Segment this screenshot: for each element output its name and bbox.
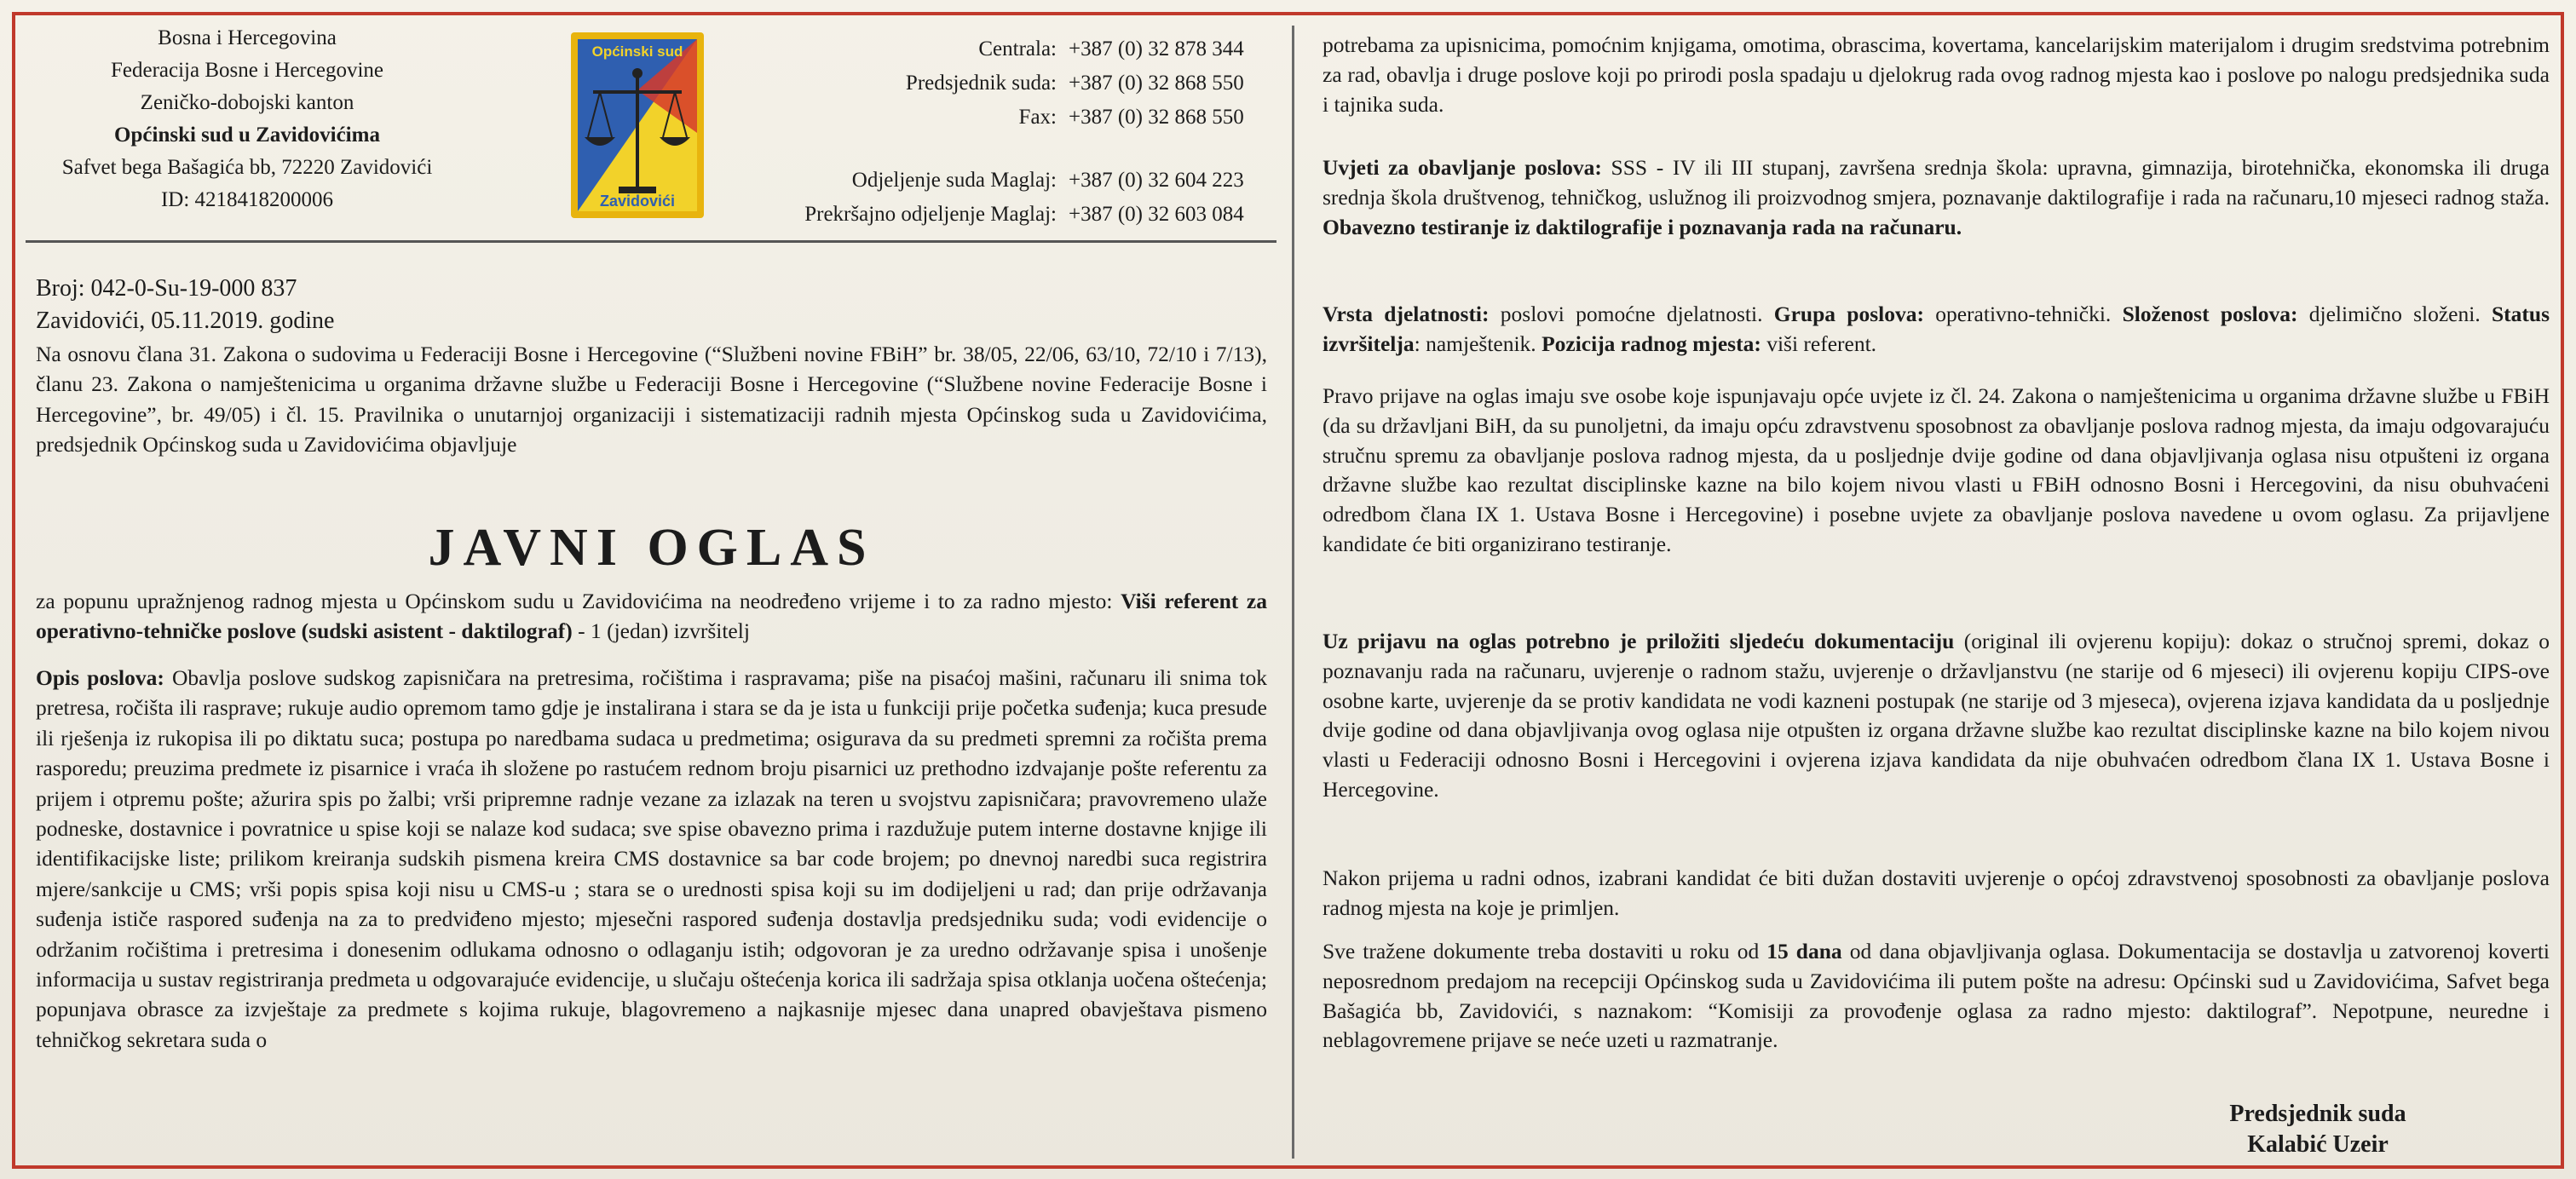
logo-text-bottom: Zavidovići <box>599 193 676 210</box>
contact-row <box>707 101 1270 135</box>
ad-title: JAVNI OGLAS <box>428 519 875 577</box>
signature-title: Predsjednik suda <box>2229 1101 2406 1127</box>
position-intro: za popunu upražnjenog radnog mjesta u Općinskom sudu u Zavidovićima na neodređeno vrijeme i to za radno mjesto: <box>36 589 1121 613</box>
position-classification <box>1323 300 2550 359</box>
header-divider <box>26 240 1276 243</box>
deadline-text: od dana objavljivanja oglasa. Dokumentacija se dostavlja u zatvorenoj koverti neposrednom predajom na recepciji Općinskog suda u Zavidovićima ili putem pošte na adresu: Općinski sud u Zavidovićima, Safvet bega Bašagića bb, Zavidovići, s naznakom: “Komisiji za provođenje oglasa za radno mjesto: daktilograf”. Nepotpune, neuredne i neblagovremene prijave se neće uzeti u razmatranje. <box>1323 939 2550 1053</box>
requirements-text: SSS - IV ili III stupanj, završena srednja škola: upravna, gimnazija, birotehnička, ekonomska ili druga srednja škola društvenog, tehničkog, uslužnog ili proizvodnog smjera, poznavanje daktilografije i rada na računaru,10 mjeseci radnog staža. <box>1323 155 2550 210</box>
signature-name: Kalabić Uzeir <box>2247 1131 2389 1158</box>
document-reference <box>36 273 334 337</box>
activity-type-value: poslovi pomoćne djelatnosti. <box>1489 302 1774 326</box>
position-count: - 1 (jedan) izvršitelj <box>572 618 750 644</box>
position-title: Viši referent za operativno-tehničke poslove (sudski asistent - daktilograf) <box>36 589 1267 644</box>
deadline-days: 15 dana <box>1766 939 1842 963</box>
contact-phone: +387 (0) 32 878 344 <box>1069 37 1244 60</box>
job-description-label: Opis poslova: <box>36 665 164 690</box>
contact-fax: +387 (0) 32 868 550 <box>1069 106 1244 129</box>
employee-status-label: Status izvršitelja <box>1323 302 2550 356</box>
documentation-text: (original ili ovjerenu kopiju): dokaz o stručnoj spremi, dokaz o poznavanju rada na računaru, uvjerenje o radnom stažu, uvjerenje o državljanstvu (ne starije od 6 mjeseci) ili ovjerenu kopiju CIPS-ove osobne karte, uvjerenje da se protiv kandidata ne vodi kazneni postupak (ne starije od 3 mjeseca), ovjerena izjava kandidata da u posljednje dvije godine od dana objavljivanja ovog oglasa nije otpušten iz organa državne službe kao rezultat disciplinske kazne na bilo kojem nivou vlasti u Federaciji odnosno Bosni i Hercegovini i ovjerena izjava kandidata da nije obuhvaćen odredbom člana IX 1. Ustava Bosne i Hercegovine. <box>1323 629 2550 802</box>
deadline-paragraph <box>1323 937 2550 1055</box>
logo-text-top: Općinski sud <box>591 43 683 60</box>
activity-type-label: Vrsta djelatnosti: <box>1323 302 1490 326</box>
contact-row <box>707 32 1270 66</box>
job-group-label: Grupa poslova: <box>1773 302 1924 326</box>
scales-of-justice-icon <box>569 31 706 220</box>
job-description <box>36 663 1267 1055</box>
contact-row <box>707 164 1270 198</box>
document-date: Zavidovići, 05.11.2019. godine <box>36 308 335 334</box>
position-paragraph <box>36 586 1267 647</box>
eligibility-paragraph: Pravo prijave na oglas imaju sve osobe koje ispunjavaju opće uvjete iz čl. 24. Zakona o namještenicima u organima državne službe u FBiH (da su državljani BiH, da su punoljetni, da imaju opću zdravstvenu sposobnost za obavljanje poslova radnog mjesta, da imaju odgovarajuću stručnu spremu za obavljanje poslova radnog mjesta, da u posljednje dvije godine od dana objavljivanja oglasa nisu otpušteni iz organa državne službe kao rezultat disciplinske kazne na bilo kojem nivou vlasti u FBiH odnosno Bosni i Hercegovini, da nisu obuhvaćeni odredbom člana IX 1. Ustava Bosne i Hercegovine) i posebne uvjete za obavljanje poslova navedene u ovom oglasu. Za prijavljene kandidate će biti organizirano testiranje. <box>1323 383 2550 556</box>
documentation-paragraph <box>1323 627 2550 805</box>
court-address <box>51 22 443 216</box>
court-id: ID: 4218418200006 <box>160 188 334 211</box>
signature-block <box>2181 1099 2454 1160</box>
address-line: Bosna i Hercegovina <box>158 26 337 49</box>
contact-phone: +387 (0) 32 604 223 <box>1069 169 1244 192</box>
contact-label: Centrala: <box>978 37 1057 60</box>
job-description-text: Obavlja poslove sudskog zapisničara na pretresima, ročištima i raspravama; piše na pisaćoj mašini, računaru ili snima tok pretresa, ročišta ili rasprave; rukuje audio opremom tamo gdje je instalirana i stara se da je ista u funkciji prije početka suđenja; kuca presude ili rješenja iz rukopisa ili po diktatu suca; postupa po naredbama sudaca u predmetima; osigurava da su predmeti spremni za ročišta prema rasporedu; preuzima predmete iz pisarnice i vraća ih složene po rastućem rednom broju pisarnici uz prethodno izdvajanje pošte referentu za prijem i otpremu pošte; ažurira spis po žalbi; vrši pripremne radnje vezane za izlazak na teren u svojstvu zapisničara; pravovremeno ulaže podneske, dostavnice i povratnice u spise koji se nalaze kod sudaca; sve spise obavezno prima i razdužuje putem interne dostavne knjige ili identifikacijske liste; prilikom kreiranja sudskih pismena kreira CMS dostavnice sa bar code brojem; po dnevnoj naredbi suca registrira mjere/sankcije u CMS; vrši popis spisa koji nisu u CMS-u ; stara se o urednosti spisa koji su im dodijeljeni u rad; dan prije održavanja suđenja ističe raspored suđenja na za to predviđeno mjesto; mjesečni raspored suđenja dostavlja predsjedniku suda; vodi evidencije o održanim ročištima i pretresima i donesenim odlukama odnosno o odlaganju istih; odgovoran je za uredno održavanje spisa i unošenje informacija u sustav registriranja predmeta u odgovarajuće evidencije, u slučaju oštećenja korica ili sadržaja spisa otklanja uočena oštećenja; popunjava obrasce za izvještaje za predmete s kojima rukuje, blagovremeno a najkasnije mjesec dana unapred obavještava pismeno tehničkog sekretara suda o <box>36 665 1267 1052</box>
employee-status-value: : namještenik. <box>1414 331 1542 356</box>
job-position-value: viši referent. <box>1761 331 1877 356</box>
deadline-intro: Sve tražene dokumente treba dostaviti u roku od <box>1323 939 1767 963</box>
contact-row <box>707 66 1270 101</box>
court-logo <box>569 31 706 220</box>
job-position-label: Pozicija radnog mjesta: <box>1542 331 1761 356</box>
address-line: Safvet bega Bašagića bb, 72220 Zavidovići <box>61 156 433 179</box>
testing-note: Obavezno testiranje iz daktilografije i poznavanja rada na računaru. <box>1323 214 1962 239</box>
address-line: Zeničko-dobojski kanton <box>140 91 354 114</box>
complexity-value: djelimično složeni. <box>2297 302 2492 326</box>
contact-list <box>707 32 1270 232</box>
job-group-value: operativno-tehnički. <box>1923 302 2123 326</box>
after-hiring-paragraph: Nakon prijema u radni odnos, izabrani kandidat će biti dužan dostaviti uvjerenje o općoj zdravstvenoj sposobnosti za obavljanje poslova radnog mjesta na koje je primljen. <box>1323 866 2550 920</box>
contact-label: Fax: <box>1018 106 1057 129</box>
contact-label: Prekršajno odjeljenje Maglaj: <box>804 203 1057 226</box>
documentation-label: Uz prijavu na oglas potrebno je priložiti sljedeću dokumentaciju <box>1323 629 1955 653</box>
address-line: Federacija Bosne i Hercegovine <box>110 59 383 82</box>
complexity-label: Složenost poslova: <box>2122 302 2298 326</box>
contact-label: Odjeljenje suda Maglaj: <box>851 169 1057 192</box>
column-divider <box>1292 26 1294 1159</box>
intro-paragraph: Na osnovu člana 31. Zakona o sudovima u Federaciji Bosne i Hercegovine (“Službeni novine FBiH” br. 38/05, 22/06, 63/10, 72/10 i 7/13), članu 23. Zakona o namještenicima u organima državne službe u Federaciji Bosne i Hercegovine (“Službene novine Federacije Bosne i Hercegovine”, br. 49/05) i čl. 15. Pravilnika o unutarnjoj organizaciji i sistematizaciji radnih mjesta Općinskog suda u Zavidovićima, predsjednik Općinskog suda u Zavidovićima objavljuje <box>36 342 1267 457</box>
contact-label: Predsjednik suda: <box>905 72 1057 95</box>
contact-phone: +387 (0) 32 603 084 <box>1069 203 1244 226</box>
requirements-paragraph <box>1323 153 2550 242</box>
contact-row <box>707 198 1270 232</box>
document-number: Broj: 042-0-Su-19-000 837 <box>36 275 297 302</box>
court-name: Općinski sud u Zavidovićima <box>114 124 380 147</box>
contact-phone: +387 (0) 32 868 550 <box>1069 72 1244 95</box>
requirements-label: Uvjeti za obavljanje poslova: <box>1323 155 1602 180</box>
duties-continued: potrebama za upisnicima, pomoćnim knjigama, omotima, obrascima, kovertama, kancelarijskim materijalom i drugim sredstvima potrebnim za rad, obavlja i druge poslove koji po prirodi posla spadaju u djelokrug rada ovog radnog mjesta kao i poslove po nalogu predsjednika suda i tajnika suda. <box>1323 32 2550 117</box>
